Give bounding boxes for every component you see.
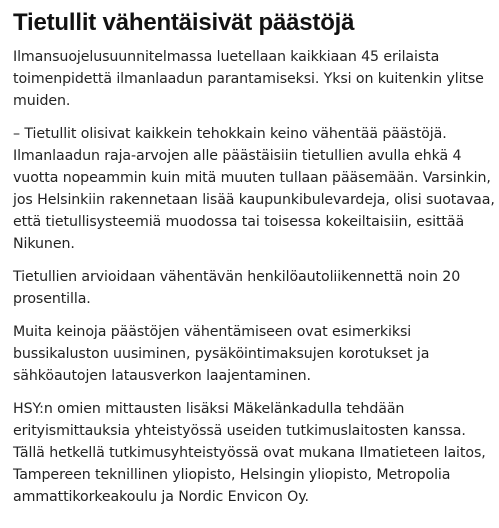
article-body — [13, 8, 497, 519]
article-paragraph: – Tietullit olisivat kaikkein tehokkain keino vähentää päästöjä. Ilmanlaadun raja-arvojen alle päästäisiin tietullien avulla ehkä 4 vuotta nopeammin kuin mitä muuten tullaan pääsemään. Varsinkin, jos Helsinkiin rakennetaan lisää kaupunkibulevardeja, olisi suotavaa, että tietullisysteemiä muodossa tai toisessa kokeiltaisiin, esittää Nikunen. — [13, 126, 495, 252]
article-paragraph: HSY:n omien mittausten lisäksi Mäkelänkadulla tehdään erityismittauksia yhteistyössä useiden tutkimuslaitosten kanssa. Tällä hetkellä tutkimusyhteistyössä ovat mukana Ilmatieteen laitos, Tampereen teknillinen yliopisto, Helsingin yliopisto, Metropolia ammattikorkeakoulu ja Nordic Envicon Oy. — [13, 401, 486, 505]
article-paragraph: Muita keinoja päästöjen vähentämiseen ovat esimerkiksi bussikaluston uusiminen, pysäköintimaksujen korotukset ja sähköautojen latausverkon laajentaminen. — [13, 324, 430, 384]
article-heading: Tietullit vähentäisivät päästöjä — [13, 9, 355, 36]
article-paragraph: Ilmansuojelusuunnitelmassa luetellaan kaikkiaan 45 erilaista toimenpidettä ilmanlaadun parantamiseksi. Yksi on kuitenkin ylitse muiden. — [13, 49, 484, 109]
article-paragraph: Tietullien arvioidaan vähentävän henkilöautoliikennettä noin 20 prosentilla. — [13, 269, 461, 307]
